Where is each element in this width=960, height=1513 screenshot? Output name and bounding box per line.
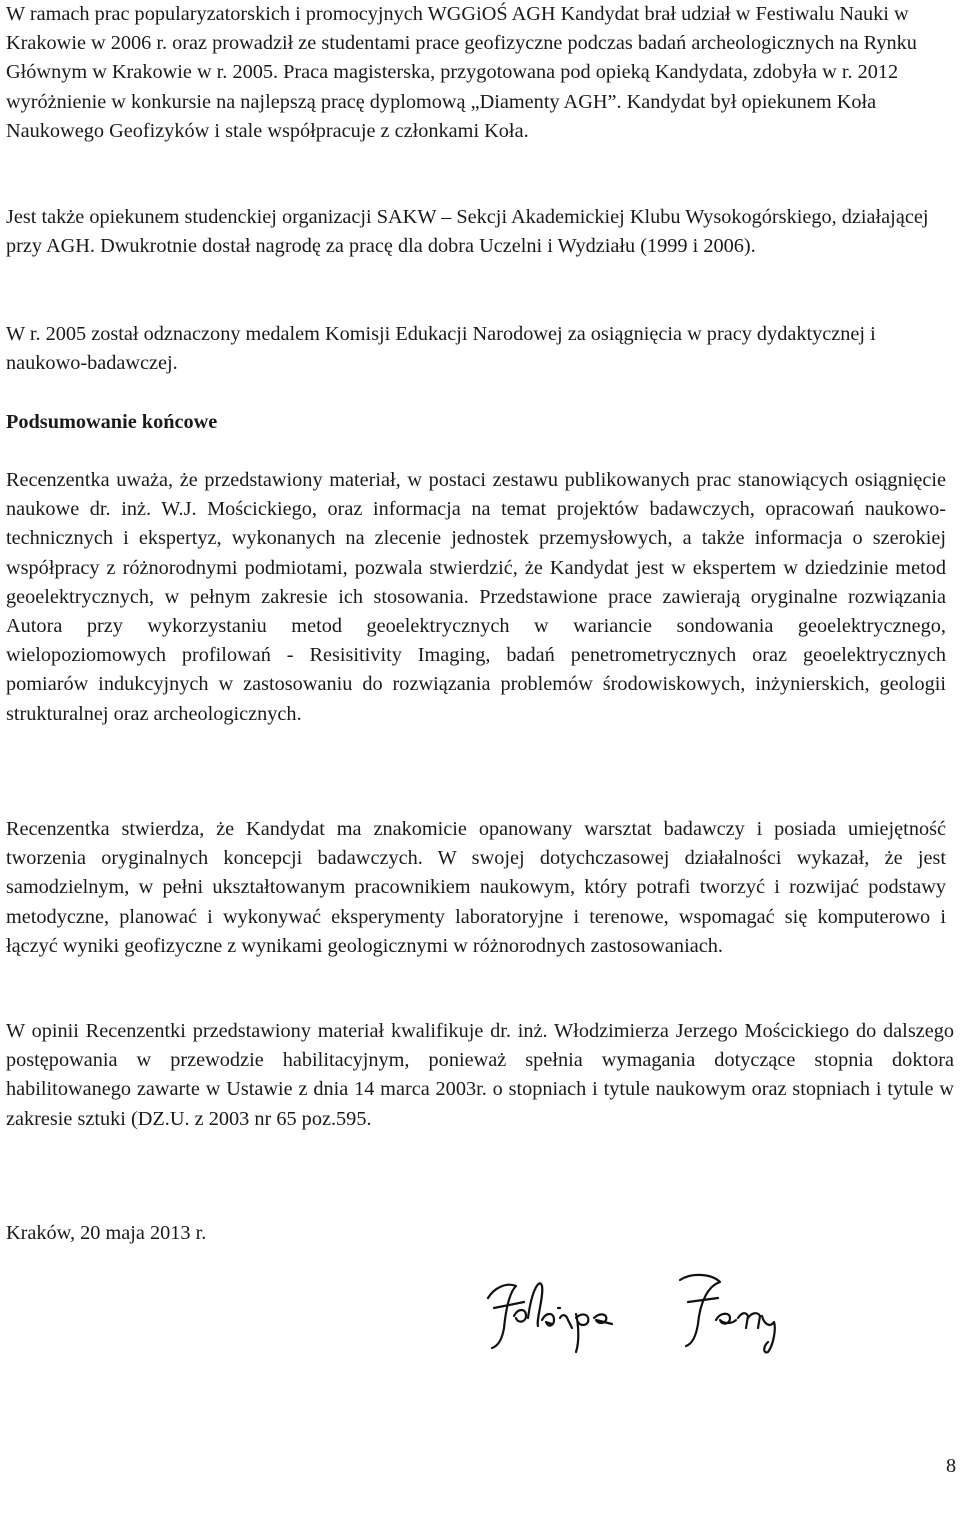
place-and-date: Kraków, 20 maja 2013 r.: [6, 1222, 207, 1244]
handwritten-signature-icon: [480, 1268, 800, 1354]
paragraph-research-skills: Recenzentka stwierdza, że Kandydat ma znakomicie opanowany warsztat badawczy i posiada umiejętność tworzenia oryginalnych koncepcji badawczych. W swojej dotychczasowej działalności wykazał, że jest samodzielnym, w pełni ukształtowanym pracownikiem naukowym, który potrafi tworzyć i rozwijać podstawy metodyczne, planować i wykonywać eksperymenty laboratoryjne i terenowe, wspomagać się komputerowo i łączyć wyniki geofizyczne z wynikami geologicznymi w różnorodnych zastosowaniach.: [6, 818, 946, 957]
paragraph-medal: W r. 2005 został odznaczony medalem Komisji Edukacji Narodowej za osiągnięcia w pracy dydaktycznej i naukowo-badawczej.: [6, 323, 876, 375]
paragraph-sakw: Jest także opiekunem studenckiej organizacji SAKW – Sekcji Akademickiej Klubu Wysokogórskiego, działającej przy AGH. Dwukrotnie dostał nagrodę za pracę dla dobra Uczelni i Wydziału (1999 i 2006).: [6, 206, 929, 258]
paragraph-summary-assessment: Recenzentka uważa, że przedstawiony materiał, w postaci zestawu publikowanych prac stanowiących osiągnięcie naukowe dr. inż. W.J. Mościckiego, oraz informacja na temat projektów badawczych, opracowań naukowo-technicznych i ekspertyz, wykonanych na zlecenie jednostek przemysłowych, a także informacja o szerokiej współpracy z różnorodnymi podmiotami, pozwala stwierdzić, że Kandydat jest w ekspertem w dziedzinie metod geoelektrycznych, w pełnym zakresie ich stosowania. Przedstawione prace zawierają oryginalne rozwiązania Autora przy wykorzystaniu metod geoelektrycznych w wariancie sondowania geoelektrycznego, wielopoziomowych profilowań - Resisitivity Imaging, badań penetrometrycznych oraz geoelektrycznych pomiarów indukcyjnych w zastosowaniu do rozwiązania problemów środowiskowych, inżynierskich, geologii strukturalnej oraz archeologicznych.: [6, 469, 946, 725]
page-number: 8: [946, 1455, 957, 1477]
paragraph-final-opinion: W opinii Recenzentki przedstawiony materiał kwalifikuje dr. inż. Włodzimierza Jerzego Mościckiego do dalszego postępowania w przewodzie habilitacyjnym, ponieważ spełnia wymagania dotyczące stopnia doktora habilitowanego zawarte w Ustawie z dnia 14 marca 2003r. o stopniach i tytule naukowym oraz stopniach i tytule w zakresie sztuki (DZ.U. z 2003 nr 65 poz.595.: [6, 1020, 954, 1130]
paragraph-popularization: W ramach prac popularyzatorskich i promocyjnych WGGiOŚ AGH Kandydat brał udział w Festiwalu Nauki w Krakowie w 2006 r. oraz prowadził ze studentami prace geofizyczne podczas badań archeologicznych na Rynku Głównym w Krakowie w r. 2005. Praca magisterska, przygotowana pod opieką Kandydata, zdobyła w r. 2012 wyróżnienie w konkursie na najlepszą pracę dyplomową „Diamenty AGH”. Kandydat był opiekunem Koła Naukowego Geofizyków i stale współpracuje z członkami Koła.: [6, 3, 917, 142]
section-heading-summary: Podsumowanie końcowe: [6, 411, 218, 433]
